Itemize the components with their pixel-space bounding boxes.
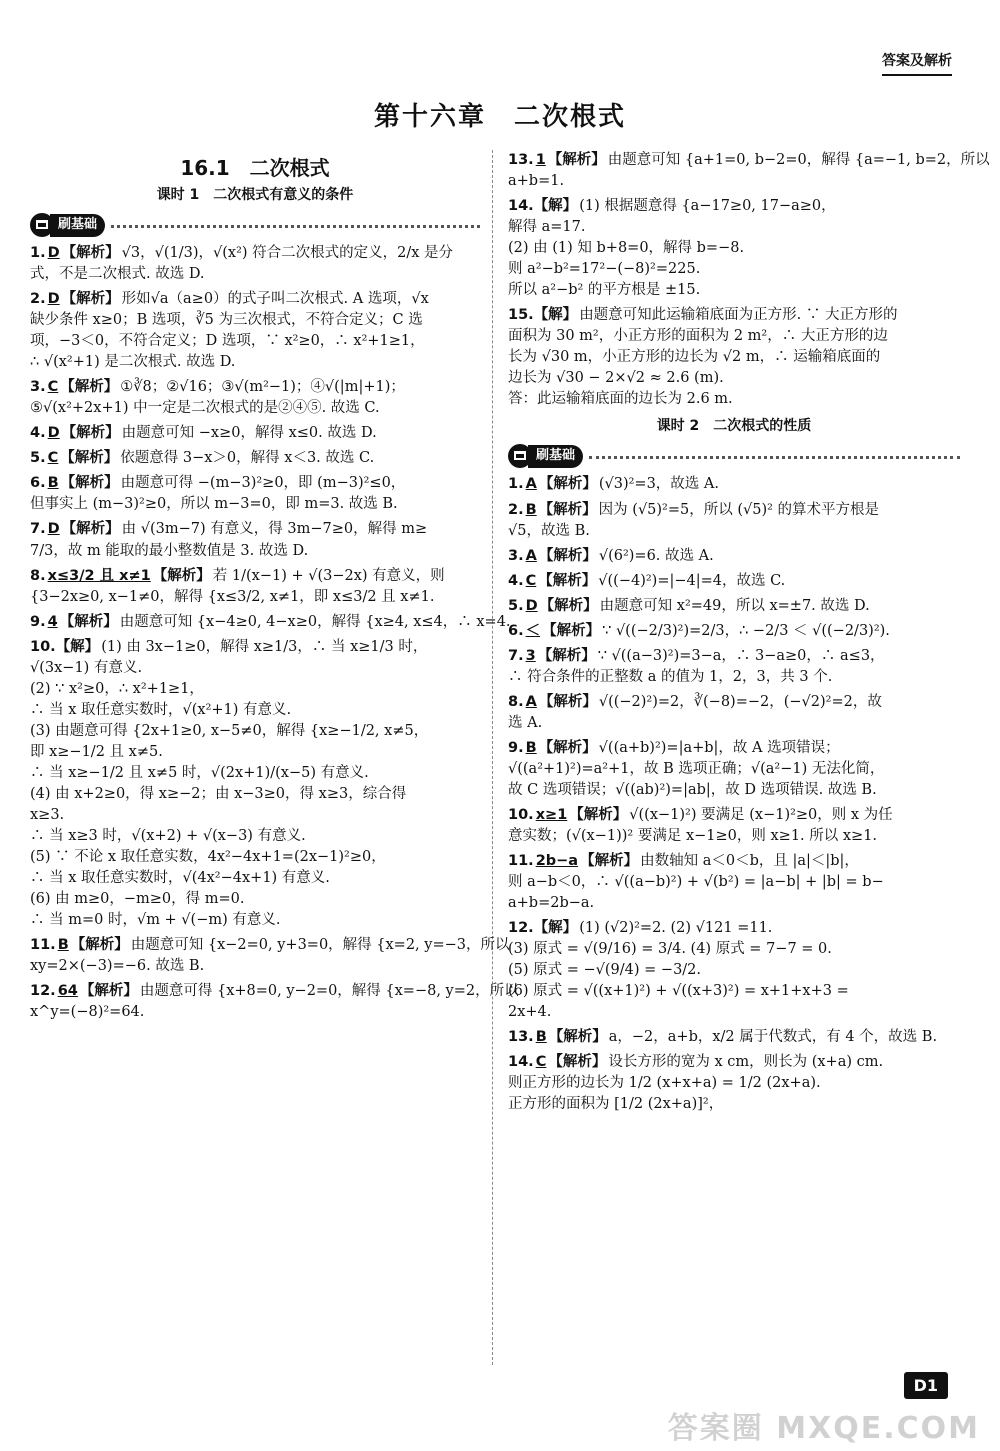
answer-item: [508, 738, 960, 801]
answer-key: 1: [535, 152, 546, 168]
answer-line: [508, 1002, 960, 1023]
answer-line: [30, 935, 510, 956]
question-number: 7.: [30, 521, 46, 538]
answer-text: 所以 a²−b² 的平方根是 ±15.: [508, 282, 701, 299]
explanation-tag: 【解析】: [59, 613, 118, 630]
answer-text: a+b=2b−a.: [508, 894, 595, 911]
answer-line: [30, 956, 480, 977]
answer-text: 即 x≥−1/2 且 x≠5.: [30, 743, 163, 760]
answer-line: [508, 692, 960, 713]
answer-item: [508, 1027, 960, 1048]
header-section-tag: 答案及解析: [882, 50, 952, 76]
answer-line: [30, 448, 480, 469]
answer-text: (1) 根据题意得 {a−17≥0, 17−a≥0，: [579, 198, 836, 215]
answer-item: [30, 377, 480, 419]
question-number: 10.: [30, 638, 56, 655]
answer-line: [30, 981, 519, 1002]
answer-key: C: [47, 379, 59, 396]
answer-line: [30, 541, 480, 562]
question-number: 11.: [508, 852, 534, 869]
answer-text: (1) (√2)²=2. (2) √121 =11.: [579, 919, 773, 936]
answer-line: [30, 637, 480, 658]
answer-text: 项，−3＜0，不符合定义；D 选项，∵ x²≥0，∴ x²+1≥1，: [30, 333, 425, 350]
lesson-title-2: 课时 2 二次根式的性质: [656, 418, 812, 435]
answer-line: [508, 826, 960, 847]
answer-item: [508, 851, 960, 914]
page-number-badge: D1: [904, 1372, 948, 1399]
question-number: 2.: [30, 291, 46, 308]
question-number: 4.: [508, 572, 524, 589]
answer-item: [30, 423, 480, 444]
column-divider: [492, 150, 493, 1365]
answer-text: 选 A.: [508, 714, 543, 731]
question-number: 8.: [30, 567, 46, 584]
answer-key: x≤3/2 且 x≠1: [47, 567, 151, 584]
answer-key: D: [47, 425, 60, 442]
answer-line: [30, 243, 480, 264]
answer-text: 长为 √30 m，小正方形的边长为 √2 m，∴ 运输箱底面的: [508, 349, 881, 366]
answer-text: 由题意可知此运输箱底面为正方形. ∵ 大正方形的: [579, 307, 898, 324]
answer-key: 3: [525, 647, 536, 664]
explanation-tag: 【解析】: [548, 1053, 607, 1070]
answer-item: [30, 519, 480, 561]
answer-line: [508, 280, 960, 301]
explanation-tag: 【解析】: [61, 291, 120, 308]
answer-text: 由题意可得 −(m−3)²≥0，即 (m−3)²≤0，: [120, 475, 406, 492]
answer-text: √5，故选 B.: [508, 522, 590, 539]
answer-line: [508, 305, 960, 326]
answer-key: A: [525, 547, 537, 564]
answer-key: D: [47, 245, 60, 262]
explanation-tag: 【解析】: [538, 476, 597, 493]
answer-item: [508, 305, 960, 410]
answer-text: 但事实上 (m−3)²≥0，所以 m−3=0，即 m=3. 故选 B.: [30, 496, 398, 513]
answer-text: (6) 由 m≥0，−m≥0，得 m=0.: [30, 890, 245, 907]
answer-line: [508, 217, 960, 238]
question-number: 12.: [508, 919, 534, 936]
answer-line: [30, 566, 480, 587]
answer-text: (6) 原式 = √((x+1)²) + √((x+3)²) = x+1+x+3 =: [508, 982, 849, 999]
answer-text: ∵ √((a−3)²)=3−a，∴ 3−a≥0，∴ a≤3，: [597, 647, 885, 664]
answer-text: 面积为 30 m²，小正方形的面积为 2 m²，∴ 大正方形的边: [508, 328, 888, 345]
answer-line: [508, 738, 960, 759]
explanation-tag: 【解析】: [538, 739, 597, 756]
answer-item: [508, 918, 960, 1023]
answer-text: a+b=1.: [508, 173, 565, 190]
question-number: 12.: [30, 982, 56, 999]
answer-line: [508, 238, 960, 259]
answer-line: [508, 981, 960, 1002]
answer-text: (4) 由 x+2≥0，得 x≥−2；由 x−3≥0，得 x≥3，综合得: [30, 785, 407, 802]
answer-line: [508, 171, 960, 192]
answer-text: (3) 由题意可得 {2x+1≥0, x−5≠0，解得 {x≥−1/2, x≠5，: [30, 722, 429, 739]
answer-item: [508, 646, 960, 688]
answer-item: [508, 196, 960, 301]
answer-text: ∴ 当 x≥−1/2 且 x≠5 时，√(2x+1)/(x−5) 有意义.: [30, 764, 369, 781]
answer-line: [30, 494, 480, 515]
question-number: 5.: [508, 597, 524, 614]
answer-text: 由数轴知 a＜0＜b，且 |a|＜|b|，: [640, 852, 859, 869]
answer-item: [30, 448, 480, 469]
explanation-tag: 【解析】: [61, 245, 120, 262]
answer-text: √3，√(1/3)，√(x²) 符合二次根式的定义，2/x 是分: [121, 245, 454, 262]
explanation-tag: 【解析】: [538, 547, 597, 564]
answer-key: C: [47, 450, 59, 467]
answer-text: ⑤√(x²+2x+1) 中一定是二次根式的是②④⑤. 故选 C.: [30, 400, 380, 417]
question-number: 3.: [508, 547, 524, 564]
answer-text: (5) ∵ 不论 x 取任意实数，4x²−4x+1=(2x−1)²≥0，: [30, 848, 386, 865]
lesson-title-1: 课时 1 二次根式有意义的条件: [156, 187, 354, 203]
question-number: 6.: [30, 475, 46, 492]
explanation-tag: 【解】: [55, 638, 100, 655]
answer-key: 4: [47, 613, 58, 630]
answer-item: [30, 612, 511, 633]
answer-item: [508, 546, 960, 567]
answer-text: ∴ √(x²+1) 是二次根式. 故选 D.: [30, 354, 236, 371]
left-answer-list: [30, 243, 519, 1023]
answer-line: [508, 851, 960, 872]
answer-text: 2x+4.: [508, 1003, 552, 1020]
question-number: 5.: [30, 450, 46, 467]
answer-line: [508, 780, 960, 801]
answer-line: [508, 196, 960, 217]
answer-text: √(3x−1) 有意义.: [30, 659, 143, 676]
answer-text: ∴ 当 x 取任意实数时，√(4x²−4x+1) 有意义.: [30, 869, 330, 886]
explanation-tag: 【解析】: [538, 572, 597, 589]
answer-item: [508, 596, 960, 617]
answer-text: 设长方形的宽为 x cm，则长为 (x+a) cm.: [608, 1053, 884, 1070]
answer-text: 缺少条件 x≥0；B 选项，∛5 为三次根式，不符合定义；C 选: [30, 312, 423, 329]
answer-text: 由题意可知 x²=49，所以 x=±7. 故选 D.: [599, 597, 870, 614]
answer-line: [30, 587, 480, 608]
answer-key: B: [535, 1028, 547, 1045]
answer-text: 解得 a=17.: [508, 219, 586, 236]
chapter-title: 第十六章 二次根式: [373, 102, 626, 132]
answer-key: 64: [57, 982, 78, 999]
explanation-tag: 【解析】: [79, 982, 138, 999]
section-title: 16.1 二次根式: [180, 156, 330, 180]
explanation-tag: 【解析】: [538, 693, 597, 710]
answer-line: [30, 289, 480, 310]
answer-key: x≥1: [535, 806, 568, 823]
answer-text: 式，不是二次根式. 故选 D.: [30, 266, 205, 283]
question-number: 8.: [508, 693, 524, 710]
answer-item: [30, 637, 480, 931]
answer-key: D: [525, 597, 538, 614]
answer-text: (1) 由 3x−1≥0，解得 x≥1/3，∴ 当 x≥1/3 时，: [101, 638, 428, 655]
explanation-tag: 【解析】: [538, 501, 597, 518]
right-column: [508, 150, 990, 1119]
explanation-tag: 【解】: [533, 919, 578, 936]
answer-line: [30, 868, 480, 889]
answer-key: C: [535, 1053, 547, 1070]
site-watermark: 答案圈 MXQE.COM: [667, 1411, 980, 1446]
practice-banner-label: 刷基础: [50, 214, 105, 237]
answer-line: [30, 658, 480, 679]
answer-text: √((x−1)²) 要满足 (x−1)²≥0，则 x 为任: [629, 806, 893, 823]
answer-line: [508, 960, 960, 981]
answer-line: [30, 805, 480, 826]
answer-line: [30, 398, 480, 419]
answer-text: (3) 原式 = √(9/16) = 3/4. (4) 原式 = 7−7 = 0.: [508, 940, 832, 957]
answer-key: 2b−a: [535, 852, 579, 869]
answer-line: [508, 1027, 960, 1048]
answer-text: 由题意可知 {x−4≥0, 4−x≥0，解得 {x≥4, x≤4，∴ x=4.: [119, 613, 511, 630]
answer-text: a，−2，a+b，x/2 属于代数式，有 4 个，故选 B.: [608, 1028, 938, 1045]
explanation-tag: 【解析】: [542, 622, 601, 639]
question-number: 11.: [30, 936, 56, 953]
answer-line: [508, 368, 960, 389]
left-column: [30, 150, 519, 1027]
question-number: 13.: [508, 152, 534, 168]
answer-text: 则正方形的边长为 1/2 (x+x+a) = 1/2 (2x+a).: [508, 1074, 821, 1091]
answer-line: [30, 889, 480, 910]
answer-line: [508, 667, 960, 688]
answer-text: ∴ 符合条件的正整数 a 的值为 1，2，3，共 3 个.: [508, 668, 833, 685]
answer-line: [30, 423, 480, 444]
answer-line: [508, 872, 960, 893]
answer-line: [30, 826, 480, 847]
answer-text: 答：此运输箱底面的边长为 2.6 m.: [508, 391, 733, 408]
answer-text: 则 a²−b²=17²−(−8)²=225.: [508, 261, 701, 278]
question-number: 2.: [508, 501, 524, 518]
answer-line: [508, 521, 960, 542]
answer-line: [508, 713, 960, 734]
question-number: 9.: [30, 613, 46, 630]
answer-line: [508, 1052, 960, 1073]
answer-line: [508, 939, 960, 960]
answer-text: √((a²+1)²)=a²+1，故 B 选项正确；√(a²−1) 无法化简，: [508, 760, 885, 777]
answer-item: [30, 473, 480, 515]
question-number: 7.: [508, 647, 524, 664]
explanation-tag: 【解析】: [60, 450, 119, 467]
answer-text: x^y=(−8)²=64.: [30, 1003, 145, 1020]
answer-line: [508, 150, 990, 171]
question-number: 13.: [508, 1028, 534, 1045]
explanation-tag: 【解析】: [61, 425, 120, 442]
answer-text: (√3)²=3，故选 A.: [598, 476, 719, 493]
practice-banner-2: [508, 444, 960, 468]
explanation-tag: 【解析】: [70, 936, 129, 953]
explanation-tag: 【解析】: [60, 379, 119, 396]
answer-text: ①∛8；②√16；③√(m²−1)；④√(|m|+1)；: [120, 379, 405, 396]
right-answer-list-a: [508, 150, 990, 410]
answer-line: [508, 1094, 960, 1115]
answer-text: √((−2)²)=2，∛(−8)=−2，(−√2)²=2，故: [598, 693, 882, 710]
question-number: 6.: [508, 622, 524, 639]
answer-text: 意实数；(√(x−1))² 要满足 x−1≥0，则 x≥1. 所以 x≥1.: [508, 827, 878, 844]
answer-item: [508, 500, 960, 542]
explanation-tag: 【解析】: [569, 806, 628, 823]
answer-text: {3−2x≥0, x−1≠0，解得 {x≤3/2, x≠1，即 x≤3/2 且 x≠1.: [30, 588, 435, 605]
answer-key: C: [525, 572, 537, 589]
answer-key: D: [47, 521, 60, 538]
explanation-tag: 【解析】: [61, 521, 120, 538]
answer-line: [30, 721, 480, 742]
answer-item: [30, 566, 480, 608]
explanation-tag: 【解析】: [152, 567, 211, 584]
answer-text: 7/3，故 m 能取的最小整数值是 3. 故选 D.: [30, 542, 309, 559]
answer-text: 依题意得 3−x＞0，解得 x＜3. 故选 C.: [120, 450, 375, 467]
answer-text: 由题意可知 {a+1=0, b−2=0，解得 {a=−1, b=2，所以: [607, 152, 990, 168]
answer-text: √(6²)=6. 故选 A.: [598, 547, 714, 564]
answer-line: [508, 759, 960, 780]
answer-key: B: [57, 936, 69, 953]
question-number: 4.: [30, 425, 46, 442]
answer-key: D: [47, 291, 60, 308]
question-number: 10.: [508, 806, 534, 823]
explanation-tag: 【解析】: [60, 475, 119, 492]
answer-text: 由题意可知 {x−2=0, y+3=0，解得 {x=2, y=−3，所以: [130, 936, 510, 953]
answer-line: [30, 264, 480, 285]
answer-line: [30, 784, 480, 805]
answer-item: [508, 150, 990, 192]
question-number: 14.: [508, 1053, 534, 1070]
answer-text: 由题意可得 {x+8=0, y−2=0，解得 {x=−8, y=2，所以: [139, 982, 519, 999]
question-number: 9.: [508, 739, 524, 756]
answer-line: [508, 474, 960, 495]
answer-text: 正方形的面积为 [1/2 (2x+a)]²，: [508, 1095, 724, 1112]
answer-line: [30, 612, 511, 633]
answer-line: [30, 377, 480, 398]
explanation-tag: 【解】: [533, 198, 578, 215]
answer-text: ∵ √((−2/3)²)=2/3，∴ −2/3 ＜ √((−2/3)²).: [602, 622, 890, 639]
answer-key: ＜: [525, 622, 541, 639]
answer-key: B: [47, 475, 59, 492]
answer-line: [508, 805, 960, 826]
answer-line: [508, 259, 960, 280]
answer-item: [30, 981, 519, 1023]
explanation-tag: 【解】: [533, 307, 578, 324]
answer-line: [508, 621, 960, 642]
explanation-tag: 【解析】: [539, 597, 598, 614]
answer-text: ∴ 当 x 取任意实数时，√(x²+1) 有意义.: [30, 701, 292, 718]
practice-banner-label: 刷基础: [528, 445, 583, 468]
answer-key: B: [525, 501, 537, 518]
answer-text: 则 a−b＜0，∴ √((a−b)²) + √(b²) = |a−b| + |b| = b−: [508, 873, 884, 890]
answer-line: [30, 310, 480, 331]
answer-text: 故 C 选项错误；√((ab)²)=|ab|，故 D 选项错误. 故选 B.: [508, 781, 877, 798]
answer-text: 由 √(3m−7) 有意义，得 3m−7≥0，解得 m≥: [121, 521, 428, 538]
right-answer-list-b: [508, 474, 960, 1114]
answer-text: (2) 由 (1) 知 b+8=0，解得 b=−8.: [508, 240, 745, 257]
answer-text: 因为 (√5)²=5，所以 (√5)² 的算术平方根是: [598, 501, 880, 518]
answer-key: B: [525, 739, 537, 756]
answer-line: [30, 910, 480, 931]
answer-item: [508, 571, 960, 592]
answer-line: [508, 389, 960, 410]
answer-line: [30, 742, 480, 763]
answer-text: ∴ 当 m=0 时，√m + √(−m) 有意义.: [30, 911, 281, 928]
answer-line: [30, 700, 480, 721]
answer-line: [30, 352, 480, 373]
question-number: 3.: [30, 379, 46, 396]
answer-line: [30, 1002, 480, 1023]
question-number: 1.: [30, 245, 46, 262]
answer-line: [30, 679, 480, 700]
answer-text: 若 1/(x−1) + √(3−2x) 有意义，则: [212, 567, 445, 584]
answer-text: (5) 原式 = −√(9/4) = −3/2.: [508, 961, 702, 978]
answer-text: ∴ 当 x≥3 时，√(x+2) + √(x−3) 有意义.: [30, 827, 306, 844]
answer-item: [508, 474, 960, 495]
answer-text: 形如√a（a≥0）的式子叫二次根式. A 选项，√x: [121, 291, 429, 308]
answer-line: [30, 519, 480, 540]
explanation-tag: 【解析】: [547, 152, 606, 168]
answer-text: xy=2×(−3)=−6. 故选 B.: [30, 957, 205, 974]
answer-item: [30, 243, 480, 285]
answer-text: √((−4)²)=|−4|=4，故选 C.: [598, 572, 786, 589]
answer-item: [508, 1052, 960, 1115]
explanation-tag: 【解析】: [580, 852, 639, 869]
answer-line: [508, 646, 960, 667]
answer-line: [508, 500, 960, 521]
answer-item: [508, 805, 960, 847]
answer-text: √((a+b)²)=|a+b|，故 A 选项错误；: [598, 739, 840, 756]
answer-item: [508, 621, 960, 642]
banner-dotted-rule: [111, 225, 480, 228]
question-number: 15.: [508, 307, 534, 324]
answer-line: [508, 918, 960, 939]
answer-item: [30, 935, 510, 977]
answer-line: [30, 847, 480, 868]
practice-banner-1: [30, 213, 480, 237]
answer-text: 边长为 √30 − 2×√2 ≈ 2.6 (m).: [508, 370, 724, 387]
answer-text: x≥3.: [30, 806, 65, 823]
answer-text: 由题意可知 −x≥0，解得 x≤0. 故选 D.: [121, 425, 377, 442]
explanation-tag: 【解析】: [548, 1028, 607, 1045]
answer-line: [508, 596, 960, 617]
answer-line: [30, 331, 480, 352]
question-number: 14.: [508, 198, 534, 215]
answer-line: [508, 546, 960, 567]
question-number: 1.: [508, 476, 524, 493]
answer-key: A: [525, 476, 537, 493]
answer-line: [508, 893, 960, 914]
answer-item: [30, 289, 480, 373]
answer-key: A: [525, 693, 537, 710]
answer-item: [508, 692, 960, 734]
answer-line: [30, 763, 480, 784]
answer-line: [508, 347, 960, 368]
answer-line: [508, 571, 960, 592]
answer-text: (2) ∵ x²≥0，∴ x²+1≥1，: [30, 680, 204, 697]
answer-line: [508, 326, 960, 347]
answer-line: [508, 1073, 960, 1094]
explanation-tag: 【解析】: [537, 647, 596, 664]
answer-line: [30, 473, 480, 494]
banner-dotted-rule: [589, 456, 960, 459]
